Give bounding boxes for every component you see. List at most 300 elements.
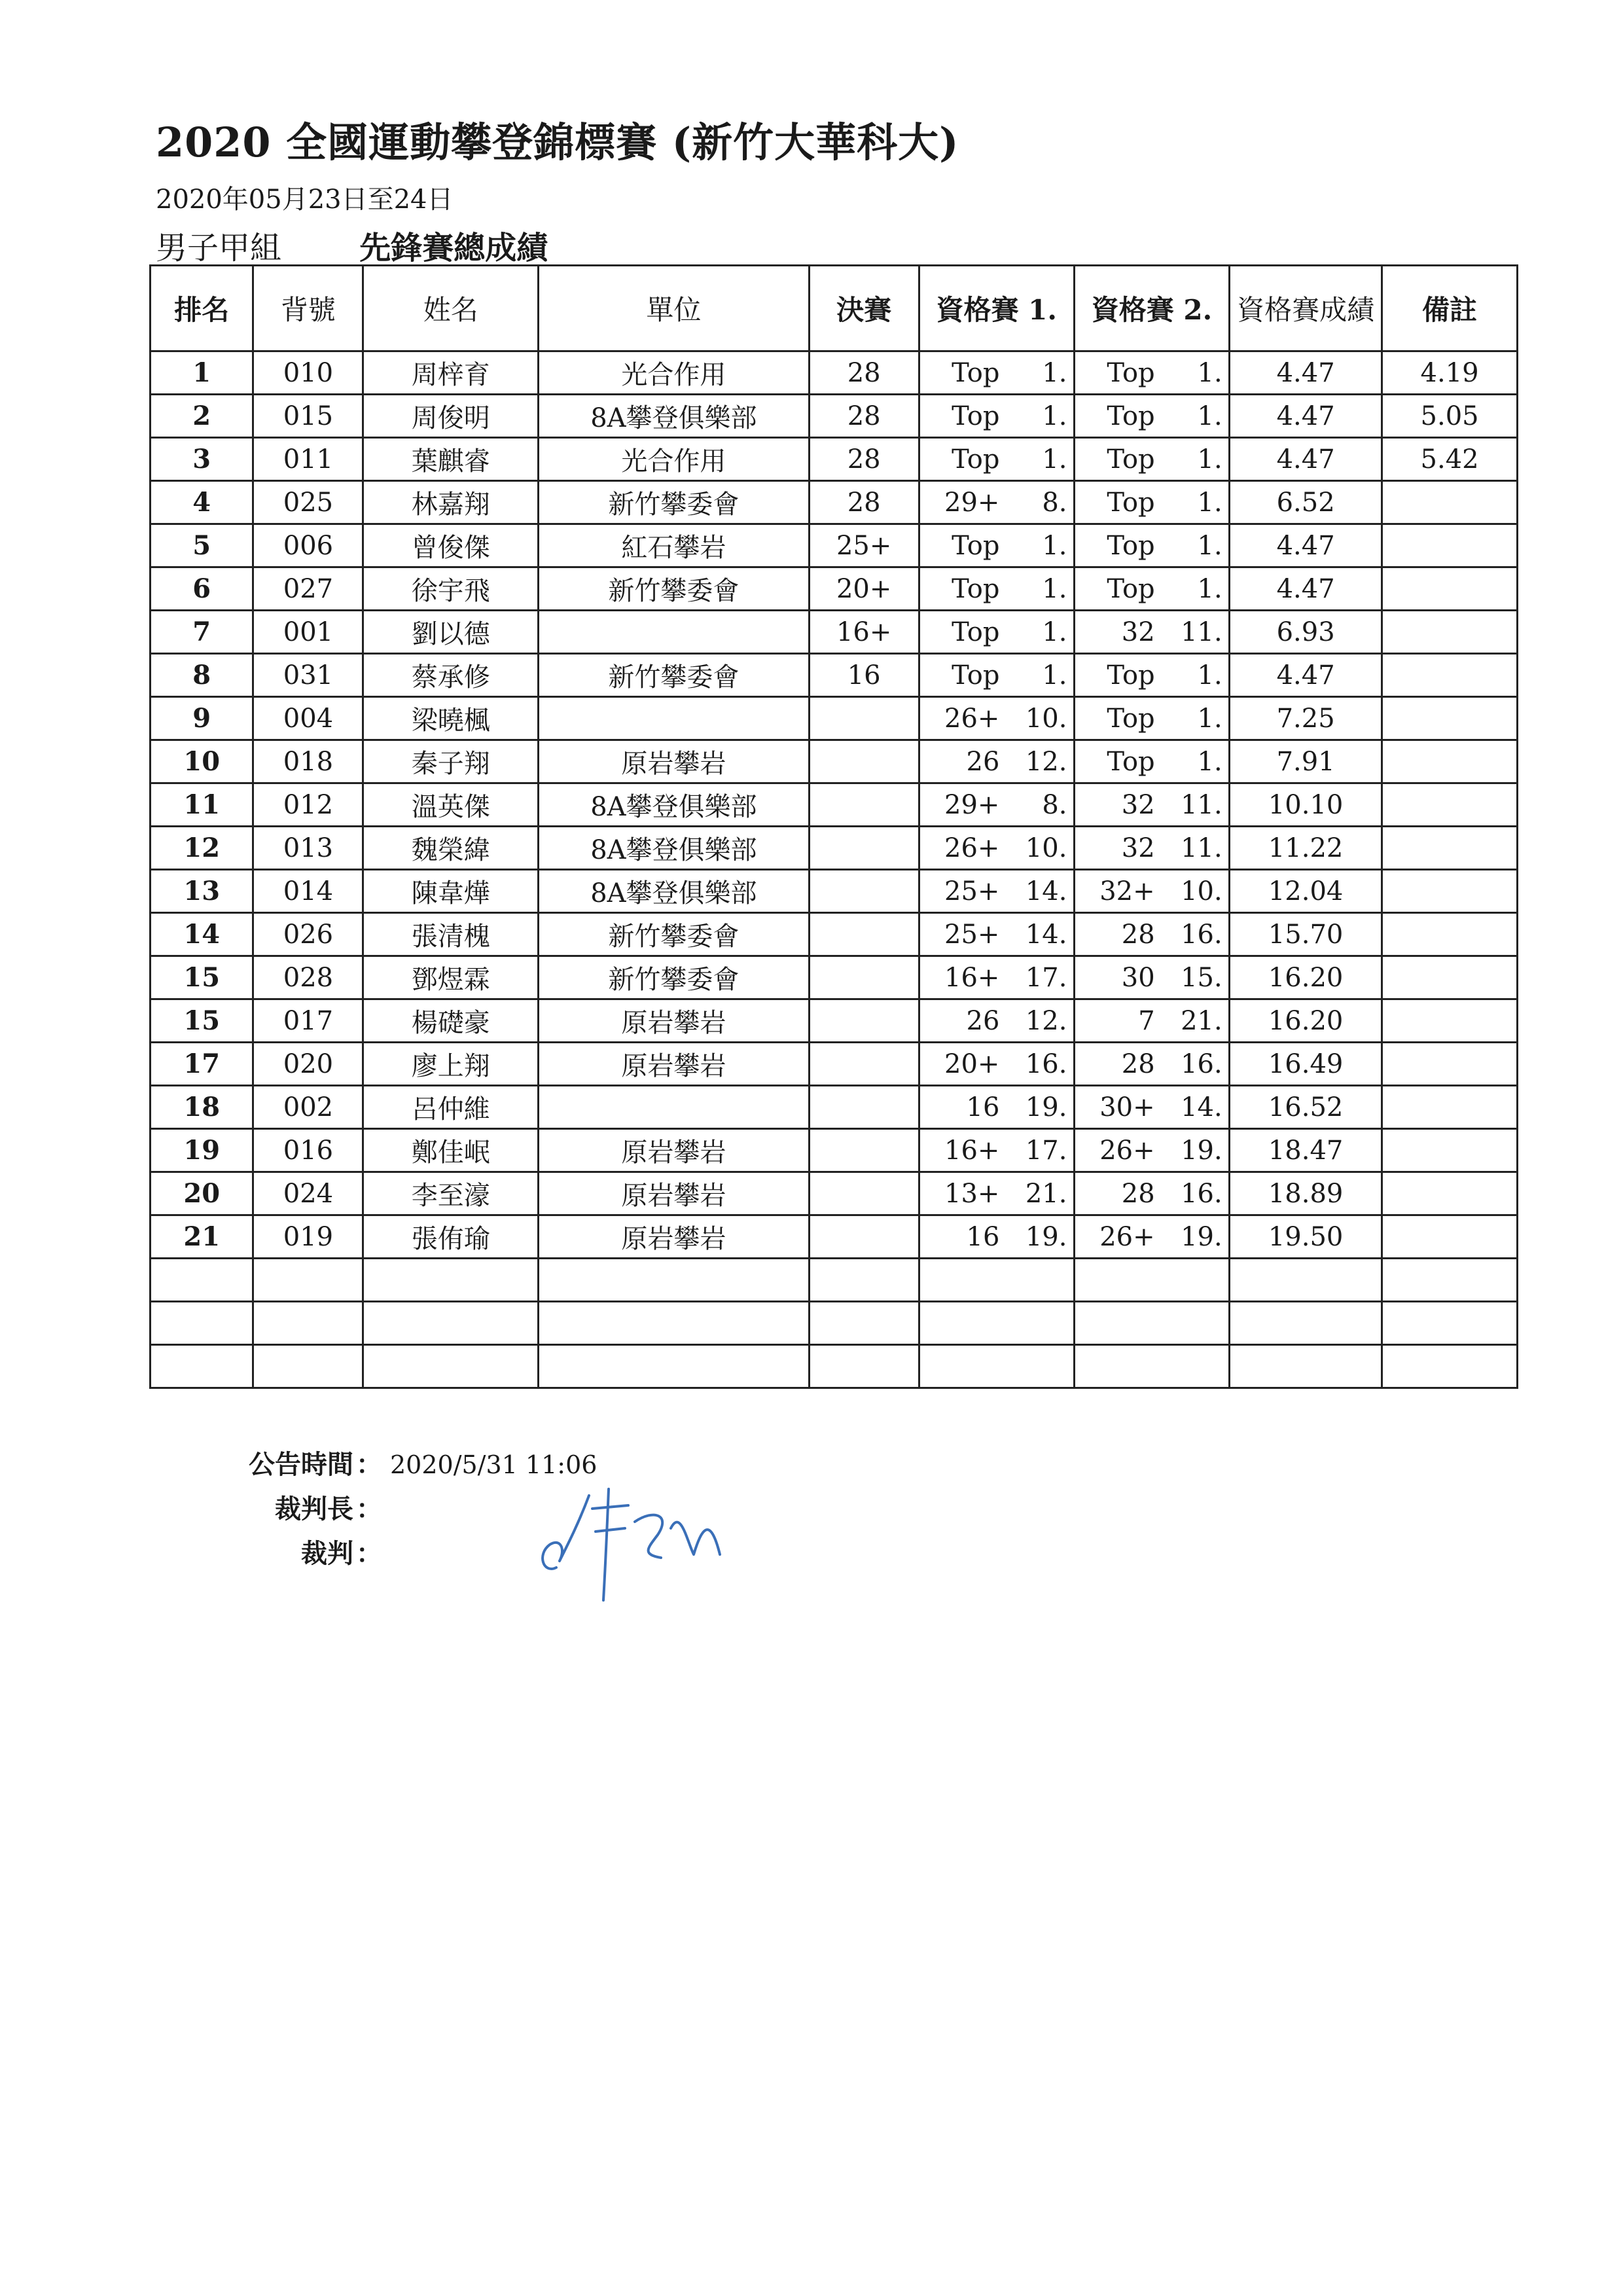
final-cell	[809, 1086, 919, 1129]
bib-cell: 014	[253, 870, 363, 913]
rank-cell: 9	[151, 697, 253, 740]
note-cell	[1382, 870, 1518, 913]
qualifier-2-cell	[1074, 438, 1229, 481]
rank-cell: 15	[151, 956, 253, 999]
qualifier-score-cell: 18.47	[1230, 1129, 1382, 1172]
empty-cell	[809, 1302, 919, 1345]
qualifier-rank: 19.	[1025, 1092, 1067, 1122]
bib-cell: 031	[253, 654, 363, 697]
bib-cell: 019	[253, 1215, 363, 1259]
bib-cell: 002	[253, 1086, 363, 1129]
empty-cell	[539, 1302, 810, 1345]
note-cell	[1382, 567, 1518, 611]
rank-cell: 13	[151, 870, 253, 913]
qualifier-score: Top	[1107, 401, 1155, 431]
note-cell	[1382, 1215, 1518, 1259]
qualifier-2-cell	[1074, 395, 1229, 438]
qualifier-rank: 17.	[1025, 1135, 1067, 1166]
qualifier-score: Top	[1107, 487, 1155, 518]
unit-cell: 新竹攀委會	[539, 567, 810, 611]
empty-row	[151, 1302, 1518, 1345]
qualifier-score: 32+	[1099, 876, 1155, 906]
qualifier-score-cell: 7.91	[1230, 740, 1382, 783]
unit-cell: 新竹攀委會	[539, 956, 810, 999]
header-unit: 單位	[539, 266, 810, 351]
qualifier-score: Top	[1107, 530, 1155, 561]
name-cell: 鄭佳岷	[363, 1129, 539, 1172]
judge-signature	[530, 1469, 746, 1607]
qualifier-2-cell	[1074, 870, 1229, 913]
bib-cell: 010	[253, 351, 363, 395]
qualifier-rank: 10.	[1025, 833, 1067, 863]
qualifier-score: 13+	[944, 1178, 1000, 1209]
qualifier-score: 32	[1121, 617, 1155, 647]
bib-cell: 006	[253, 524, 363, 567]
table-row	[151, 524, 1518, 567]
final-cell: 28	[809, 438, 919, 481]
header-qualifier-1: 資格賽 1.	[919, 266, 1074, 351]
qualifier-rank: 11.	[1181, 833, 1222, 863]
qualifier-1-cell	[919, 913, 1074, 956]
bib-cell: 026	[253, 913, 363, 956]
note-cell	[1382, 956, 1518, 999]
note-cell	[1382, 524, 1518, 567]
note-cell	[1382, 1086, 1518, 1129]
qualifier-rank: 1.	[1042, 530, 1067, 561]
unit-cell	[539, 697, 810, 740]
note-cell: 5.42	[1382, 438, 1518, 481]
qualifier-rank: 10.	[1025, 703, 1067, 734]
qualifier-rank: 1.	[1197, 444, 1222, 475]
document-title: 2020 全國運動攀登錦標賽 (新竹大華科大)	[156, 118, 959, 166]
qualifier-score-cell: 6.93	[1230, 611, 1382, 654]
unit-cell: 8A攀登俱樂部	[539, 783, 810, 827]
note-cell	[1382, 654, 1518, 697]
qualifier-score: Top	[952, 660, 1000, 691]
qualifier-rank: 1.	[1197, 660, 1222, 691]
unit-cell: 原岩攀岩	[539, 740, 810, 783]
qualifier-1-cell	[919, 395, 1074, 438]
qualifier-score: 16	[966, 1221, 1000, 1252]
empty-cell	[809, 1259, 919, 1302]
qualifier-score: 25+	[944, 876, 1000, 906]
qualifier-score: Top	[952, 530, 1000, 561]
name-cell: 梁曉楓	[363, 697, 539, 740]
unit-cell: 新竹攀委會	[539, 913, 810, 956]
qualifier-score-cell: 18.89	[1230, 1172, 1382, 1215]
judge-row	[207, 1533, 390, 1570]
unit-cell: 原岩攀岩	[539, 1129, 810, 1172]
qualifier-score: 26	[966, 746, 1000, 777]
empty-cell	[151, 1302, 253, 1345]
empty-cell	[1230, 1259, 1382, 1302]
empty-cell	[1074, 1345, 1229, 1388]
qualifier-rank: 15.	[1181, 962, 1222, 993]
final-cell	[809, 999, 919, 1043]
qualifier-1-cell	[919, 1215, 1074, 1259]
table-row	[151, 481, 1518, 524]
rank-cell: 5	[151, 524, 253, 567]
table-row	[151, 999, 1518, 1043]
empty-cell	[809, 1345, 919, 1388]
table-row	[151, 1172, 1518, 1215]
final-cell	[809, 827, 919, 870]
qualifier-rank: 1.	[1197, 573, 1222, 604]
qualifier-2-cell	[1074, 1129, 1229, 1172]
qualifier-score: 28	[1121, 1178, 1155, 1209]
qualifier-2-cell	[1074, 1043, 1229, 1086]
qualifier-rank: 1.	[1197, 357, 1222, 388]
qualifier-1-cell	[919, 1086, 1074, 1129]
header-note: 備註	[1382, 266, 1518, 351]
empty-cell	[1382, 1259, 1518, 1302]
qualifier-score: Top	[1107, 573, 1155, 604]
qualifier-score-cell: 4.47	[1230, 524, 1382, 567]
final-cell: 20+	[809, 567, 919, 611]
empty-cell	[539, 1345, 810, 1388]
table-row	[151, 913, 1518, 956]
qualifier-score-cell: 4.47	[1230, 351, 1382, 395]
qualifier-score: 26+	[1099, 1135, 1155, 1166]
header-qualifier-2: 資格賽 2.	[1074, 266, 1229, 351]
final-cell	[809, 1043, 919, 1086]
bib-cell: 016	[253, 1129, 363, 1172]
bib-cell: 015	[253, 395, 363, 438]
name-cell: 秦子翔	[363, 740, 539, 783]
bib-cell: 018	[253, 740, 363, 783]
qualifier-score: 28	[1121, 1049, 1155, 1079]
final-cell	[809, 1172, 919, 1215]
final-cell	[809, 697, 919, 740]
bib-cell: 004	[253, 697, 363, 740]
chief-judge-separator: ：	[356, 1494, 382, 1524]
bib-cell: 017	[253, 999, 363, 1043]
rank-cell: 7	[151, 611, 253, 654]
empty-cell	[151, 1259, 253, 1302]
qualifier-1-cell	[919, 783, 1074, 827]
qualifier-score: Top	[952, 573, 1000, 604]
qualifier-2-cell	[1074, 697, 1229, 740]
qualifier-score-cell: 19.50	[1230, 1215, 1382, 1259]
final-cell: 16+	[809, 611, 919, 654]
qualifier-score: 26+	[1099, 1221, 1155, 1252]
table-row	[151, 611, 1518, 654]
unit-cell: 8A攀登俱樂部	[539, 870, 810, 913]
final-cell	[809, 783, 919, 827]
table-row	[151, 956, 1518, 999]
unit-cell	[539, 611, 810, 654]
bib-cell: 024	[253, 1172, 363, 1215]
qualifier-rank: 11.	[1181, 617, 1222, 647]
name-cell: 蔡承修	[363, 654, 539, 697]
results-body	[151, 351, 1518, 1388]
bib-cell: 001	[253, 611, 363, 654]
qualifier-score: Top	[1107, 357, 1155, 388]
header-name: 姓名	[363, 266, 539, 351]
qualifier-rank: 19.	[1181, 1221, 1222, 1252]
name-cell: 張清槐	[363, 913, 539, 956]
qualifier-score-cell: 16.20	[1230, 956, 1382, 999]
qualifier-score: Top	[952, 617, 1000, 647]
qualifier-2-cell	[1074, 827, 1229, 870]
qualifier-rank: 1.	[1042, 660, 1067, 691]
qualifier-score: 16+	[944, 962, 1000, 993]
qualifier-2-cell	[1074, 740, 1229, 783]
qualifier-score: Top	[952, 357, 1000, 388]
note-cell	[1382, 611, 1518, 654]
rank-cell: 6	[151, 567, 253, 611]
name-cell: 魏榮緯	[363, 827, 539, 870]
qualifier-1-cell	[919, 1129, 1074, 1172]
rank-cell: 8	[151, 654, 253, 697]
name-cell: 溫英傑	[363, 783, 539, 827]
name-cell: 李至濠	[363, 1172, 539, 1215]
qualifier-score-cell: 11.22	[1230, 827, 1382, 870]
judge-label: 裁判	[301, 1538, 353, 1569]
empty-cell	[919, 1345, 1074, 1388]
qualifier-rank: 8.	[1042, 789, 1067, 820]
final-cell	[809, 913, 919, 956]
judge-separator: ：	[356, 1538, 382, 1569]
note-cell: 5.05	[1382, 395, 1518, 438]
qualifier-score-cell: 4.47	[1230, 438, 1382, 481]
qualifier-2-cell	[1074, 1172, 1229, 1215]
unit-cell: 原岩攀岩	[539, 1215, 810, 1259]
announce-time-label: 公告時間	[249, 1449, 353, 1480]
final-cell: 16	[809, 654, 919, 697]
final-cell: 25+	[809, 524, 919, 567]
qualifier-rank: 1.	[1197, 530, 1222, 561]
qualifier-1-cell	[919, 956, 1074, 999]
note-cell	[1382, 999, 1518, 1043]
qualifier-2-cell	[1074, 913, 1229, 956]
name-cell: 鄧煜霖	[363, 956, 539, 999]
qualifier-score: Top	[1107, 703, 1155, 734]
empty-cell	[1230, 1302, 1382, 1345]
header-bib: 背號	[253, 266, 363, 351]
name-cell: 周梓育	[363, 351, 539, 395]
unit-cell	[539, 1086, 810, 1129]
qualifier-score: 7	[1138, 1005, 1155, 1036]
rank-cell: 20	[151, 1172, 253, 1215]
empty-cell	[363, 1302, 539, 1345]
qualifier-2-cell	[1074, 783, 1229, 827]
name-cell: 周俊明	[363, 395, 539, 438]
qualifier-rank: 16.	[1181, 1178, 1222, 1209]
qualifier-score: 16	[966, 1092, 1000, 1122]
qualifier-score: 20+	[944, 1049, 1000, 1079]
qualifier-rank: 14.	[1181, 1092, 1222, 1122]
note-cell: 4.19	[1382, 351, 1518, 395]
final-cell: 28	[809, 395, 919, 438]
qualifier-rank: 19.	[1025, 1221, 1067, 1252]
qualifier-1-cell	[919, 611, 1074, 654]
qualifier-2-cell	[1074, 611, 1229, 654]
qualifier-1-cell	[919, 827, 1074, 870]
qualifier-score-cell: 4.47	[1230, 654, 1382, 697]
rank-cell: 12	[151, 827, 253, 870]
table-row	[151, 654, 1518, 697]
qualifier-rank: 21.	[1181, 1005, 1222, 1036]
qualifier-score-cell: 16.20	[1230, 999, 1382, 1043]
event-date: 2020年05月23日至24日	[156, 185, 454, 215]
unit-cell: 紅石攀岩	[539, 524, 810, 567]
qualifier-rank: 16.	[1181, 919, 1222, 950]
header-qualifier-score: 資格賽成績	[1230, 266, 1382, 351]
qualifier-rank: 1.	[1197, 487, 1222, 518]
rank-cell: 3	[151, 438, 253, 481]
note-cell	[1382, 783, 1518, 827]
empty-row	[151, 1345, 1518, 1388]
announce-time-separator: ：	[356, 1449, 382, 1480]
qualifier-rank: 8.	[1042, 487, 1067, 518]
rank-cell: 1	[151, 351, 253, 395]
qualifier-score: 26+	[944, 833, 1000, 863]
name-cell: 張侑瑜	[363, 1215, 539, 1259]
final-cell: 28	[809, 481, 919, 524]
table-row	[151, 740, 1518, 783]
qualifier-1-cell	[919, 654, 1074, 697]
announce-time-value: 2020/5/31 11:06	[390, 1450, 597, 1479]
name-cell: 林嘉翔	[363, 481, 539, 524]
qualifier-score-cell: 10.10	[1230, 783, 1382, 827]
table-row	[151, 827, 1518, 870]
rank-cell: 17	[151, 1043, 253, 1086]
qualifier-score-cell: 16.52	[1230, 1086, 1382, 1129]
rank-cell: 11	[151, 783, 253, 827]
qualifier-rank: 11.	[1181, 789, 1222, 820]
division-line	[156, 223, 548, 268]
qualifier-2-cell	[1074, 524, 1229, 567]
qualifier-score: Top	[952, 401, 1000, 431]
bib-cell: 020	[253, 1043, 363, 1086]
empty-cell	[253, 1259, 363, 1302]
empty-cell	[1382, 1302, 1518, 1345]
table-row	[151, 567, 1518, 611]
table-row	[151, 395, 1518, 438]
qualifier-score: 25+	[944, 919, 1000, 950]
note-cell	[1382, 1043, 1518, 1086]
qualifier-rank: 1.	[1042, 357, 1067, 388]
name-cell: 楊礎豪	[363, 999, 539, 1043]
qualifier-score: 26+	[944, 703, 1000, 734]
unit-cell: 原岩攀岩	[539, 1043, 810, 1086]
name-cell: 徐宇飛	[363, 567, 539, 611]
qualifier-rank: 17.	[1025, 962, 1067, 993]
name-cell: 陳韋燁	[363, 870, 539, 913]
qualifier-score: 26	[966, 1005, 1000, 1036]
rank-cell: 2	[151, 395, 253, 438]
unit-cell: 8A攀登俱樂部	[539, 827, 810, 870]
empty-cell	[1074, 1302, 1229, 1345]
qualifier-2-cell	[1074, 481, 1229, 524]
empty-cell	[1230, 1345, 1382, 1388]
rank-cell: 10	[151, 740, 253, 783]
bib-cell: 013	[253, 827, 363, 870]
qualifier-rank: 10.	[1181, 876, 1222, 906]
header-final: 決賽	[809, 266, 919, 351]
rank-cell: 18	[151, 1086, 253, 1129]
note-cell	[1382, 913, 1518, 956]
qualifier-1-cell	[919, 438, 1074, 481]
rank-cell: 14	[151, 913, 253, 956]
name-cell: 葉麒睿	[363, 438, 539, 481]
qualifier-score-cell: 16.49	[1230, 1043, 1382, 1086]
qualifier-rank: 1.	[1042, 573, 1067, 604]
qualifier-rank: 1.	[1042, 444, 1067, 475]
empty-cell	[151, 1345, 253, 1388]
qualifier-score-cell: 7.25	[1230, 697, 1382, 740]
name-cell: 呂仲維	[363, 1086, 539, 1129]
unit-cell: 光合作用	[539, 438, 810, 481]
bib-cell: 028	[253, 956, 363, 999]
qualifier-1-cell	[919, 999, 1074, 1043]
bib-cell: 012	[253, 783, 363, 827]
qualifier-score-cell: 12.04	[1230, 870, 1382, 913]
final-cell	[809, 870, 919, 913]
empty-cell	[253, 1345, 363, 1388]
qualifier-2-cell	[1074, 956, 1229, 999]
rank-cell: 19	[151, 1129, 253, 1172]
qualifier-score: 29+	[944, 487, 1000, 518]
qualifier-rank: 12.	[1025, 1005, 1067, 1036]
unit-cell: 新竹攀委會	[539, 654, 810, 697]
table-row	[151, 1043, 1518, 1086]
qualifier-rank: 1.	[1042, 401, 1067, 431]
empty-cell	[1074, 1259, 1229, 1302]
bib-cell: 011	[253, 438, 363, 481]
empty-cell	[539, 1259, 810, 1302]
unit-cell: 新竹攀委會	[539, 481, 810, 524]
qualifier-score: Top	[1107, 444, 1155, 475]
qualifier-2-cell	[1074, 999, 1229, 1043]
empty-cell	[919, 1259, 1074, 1302]
qualifier-score: 29+	[944, 789, 1000, 820]
qualifier-rank: 1.	[1042, 617, 1067, 647]
note-cell	[1382, 1172, 1518, 1215]
empty-row	[151, 1259, 1518, 1302]
qualifier-score-cell: 4.47	[1230, 567, 1382, 611]
qualifier-score: 16+	[944, 1135, 1000, 1166]
rank-cell: 21	[151, 1215, 253, 1259]
qualifier-1-cell	[919, 697, 1074, 740]
qualifier-rank: 1.	[1197, 746, 1222, 777]
qualifier-rank: 14.	[1025, 876, 1067, 906]
qualifier-rank: 1.	[1197, 401, 1222, 431]
chief-judge-row	[207, 1488, 390, 1526]
qualifier-2-cell	[1074, 567, 1229, 611]
empty-cell	[919, 1302, 1074, 1345]
final-cell	[809, 740, 919, 783]
qualifier-1-cell	[919, 567, 1074, 611]
empty-cell	[363, 1259, 539, 1302]
table-row	[151, 1086, 1518, 1129]
qualifier-1-cell	[919, 481, 1074, 524]
name-cell: 廖上翔	[363, 1043, 539, 1086]
qualifier-score: 32	[1121, 789, 1155, 820]
header-row	[151, 266, 1518, 351]
bib-cell: 025	[253, 481, 363, 524]
note-cell	[1382, 481, 1518, 524]
qualifier-rank: 16.	[1025, 1049, 1067, 1079]
event-name: 先鋒賽總成績	[359, 230, 548, 266]
qualifier-2-cell	[1074, 1215, 1229, 1259]
qualifier-score-cell: 4.47	[1230, 395, 1382, 438]
qualifier-rank: 12.	[1025, 746, 1067, 777]
results-table	[149, 264, 1518, 1389]
note-cell	[1382, 697, 1518, 740]
unit-cell: 原岩攀岩	[539, 1172, 810, 1215]
